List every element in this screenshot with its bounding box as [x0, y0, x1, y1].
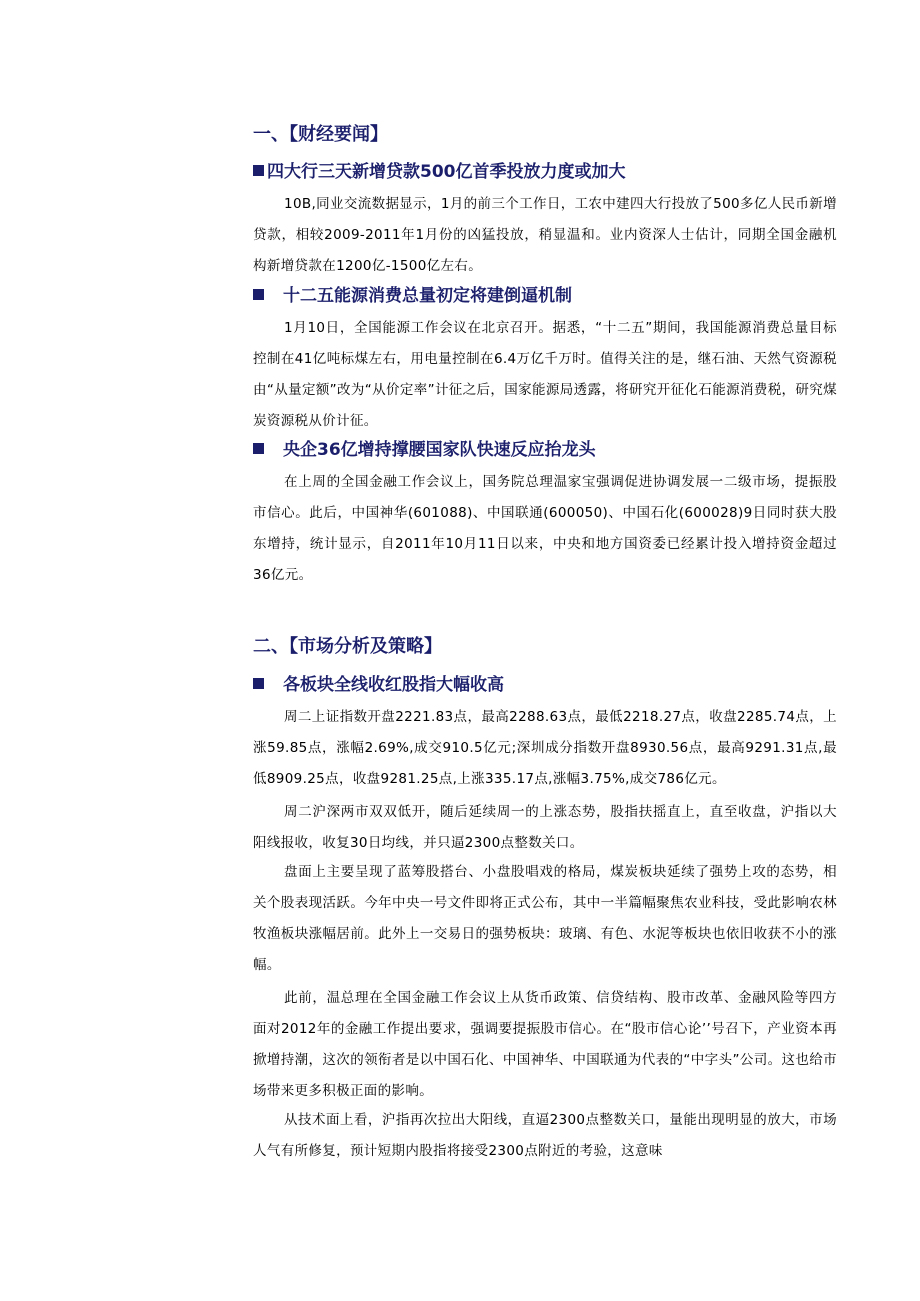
market-paragraph-trend: 周二沪深两市双双低开，随后延续周一的上涨态势，股指扶摇直上，直至收盘，沪指以大阳线报收，收复30日均线，并只逼2300点整数关口。 — [253, 804, 837, 851]
news-title-1 — [253, 160, 626, 184]
news-2-paragraph: 1月10日，全国能源工作会议在北京召开。据悉，“十二五”期间，我国能源消费总量目标控制在41亿吨标煤左右，用电量控制在6.4万亿千万时。值得关注的是，继石油、天然气资源税由“从量定额”改为“从价定率”计征之后，国家能源局透露，将研究开征化石能源消费税，研究煤炭资源税从价计征。 — [253, 320, 837, 429]
news-title-3 — [253, 438, 596, 462]
news-title-text: 四大行三天新增贷款500亿首季投放力度或加大 — [267, 162, 626, 182]
news-title-text: 各板块全线收红股指大幅收高 — [283, 675, 504, 695]
market-paragraph-policy: 此前，温总理在全国金融工作会议上从货币政策、信贷结构、股市改革、金融风险等四方面对2012年的金融工作提出要求，强调要提振股市信心。在“股市信心论’’号召下，产业资本再掀增持潮，这次的领衔者是以中国石化、中国神华、中国联通为代表的“中字头”公司。这也给市场带来更多积极正面的影响。 — [253, 990, 837, 1099]
square-bullet-icon — [253, 678, 264, 689]
market-paragraph-indices: 周二上证指数开盘2221.83点，最高2288.63点，最低2218.27点，收盘2285.74点，上涨59.85点，涨幅2.69%,成交910.5亿元;深圳成分指数开盘8930.56点，最高9291.31点,最低8909.25点，收盘9281.25点,上涨335.17点,涨幅3.75%,成交786亿元。 — [253, 709, 837, 787]
market-paragraph-sectors: 盘面上主要呈现了蓝筹股搭台、小盘股唱戏的格局，煤炭板块延续了强势上攻的态势，相关个股表现活跃。今年中央一号文件即将正式公布，其中一半篇幅聚焦农业科技，受此影响农林牧渔板块涨幅居前。此外上一交易日的强势板块：玻璃、有色、水泥等板块也依旧收获不小的涨幅。 — [253, 864, 837, 973]
news-title-text: 十二五能源消费总量初定将建倒逼机制 — [283, 286, 572, 306]
news-1-paragraph: 10B,同业交流数据显示，1月的前三个工作日，工农中建四大行投放了500多亿人民币新增贷款，相较2009-2011年1月份的凶猛投放，稍显温和。业内资深人士估计，同期全国金融机构新增贷款在1200亿-1500亿左右。 — [253, 196, 837, 274]
news-title-text: 央企36亿增持撑腰国家队快速反应抬龙头 — [283, 440, 596, 460]
market-paragraph-technical: 从技术面上看，沪指再次拉出大阳线，直逼2300点整数关口，量能出现明显的放大，市场人气有所修复，预计短期内股指将接受2300点附近的考验，这意味 — [253, 1112, 837, 1159]
square-bullet-icon — [253, 443, 264, 454]
news-title-2 — [253, 284, 572, 308]
section-heading-financial-news: 一、【财经要闻】 — [253, 124, 388, 145]
section-heading-market-analysis: 二、【市场分析及策略】 — [253, 636, 442, 657]
square-bullet-icon — [253, 289, 264, 300]
news-title-4 — [253, 673, 504, 697]
news-3-paragraph: 在上周的全国金融工作会议上，国务院总理温家宝强调促进协调发展一二级市场，提振股市信心。此后，中国神华(601088)、中国联通(600050)、中国石化(600028)9日同时获大股东增持，统计显示，自2011年10月11日以来，中央和地方国资委已经累计投入增持资金超过36亿元。 — [253, 474, 837, 583]
square-bullet-icon — [253, 165, 264, 176]
